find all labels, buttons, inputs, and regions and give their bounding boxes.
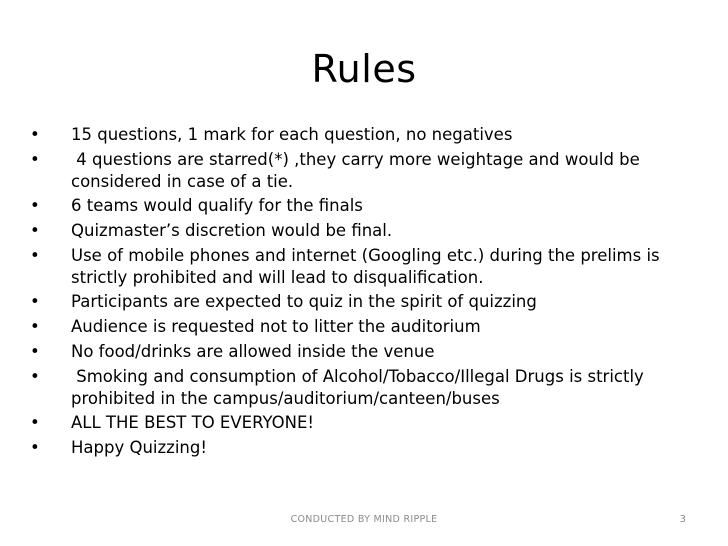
rule-text: Audience is requested not to litter the auditorium — [71, 317, 481, 337]
bullet-icon: • — [30, 221, 40, 241]
bullet-icon: • — [30, 413, 40, 433]
bullet-icon: • — [30, 317, 40, 337]
rule-item — [30, 316, 680, 338]
bullet-icon: • — [30, 196, 40, 216]
rule-text: Quizmaster’s discretion would be final. — [71, 221, 393, 241]
bullet-icon: • — [30, 292, 40, 312]
rule-text: Participants are expected to quiz in the spirit of quizzing — [71, 292, 537, 312]
rule-item — [30, 366, 680, 410]
bullet-icon: • — [30, 341, 40, 361]
slide-title: Rules — [311, 47, 417, 91]
rules-list — [30, 124, 680, 462]
rule-item — [30, 437, 680, 459]
slide-footer: CONDUCTED BY MIND RIPPLE — [290, 514, 438, 525]
bullet-icon: • — [30, 366, 40, 386]
bullet-icon: • — [30, 149, 40, 169]
rule-item — [30, 291, 680, 313]
rule-text: No food/drinks are allowed inside the venue — [71, 341, 435, 361]
rule-item — [30, 245, 680, 289]
rule-text: Use of mobile phones and internet (Googling etc.) during the prelims is strictly prohibited and will lead to disqualification. — [71, 245, 660, 287]
rule-text: 15 questions, 1 mark for each question, no negatives — [71, 125, 513, 144]
rule-text: 4 questions are starred(*) ,they carry more weightage and would be considered in case of a tie. — [71, 149, 646, 191]
rule-text: Happy Quizzing! — [71, 437, 207, 457]
rule-item — [30, 220, 680, 242]
rule-text: Smoking and consumption of Alcohol/Tobacco/Illegal Drugs is strictly prohibited in the campus/auditorium/canteen/buses — [71, 366, 650, 408]
bullet-icon: • — [30, 245, 40, 265]
rule-item — [30, 341, 680, 363]
rule-item — [30, 149, 680, 193]
page-number: 3 — [679, 514, 686, 525]
rule-text: 6 teams would qualify for the finals — [71, 196, 363, 216]
rule-item — [30, 124, 680, 146]
rule-item — [30, 412, 680, 434]
bullet-icon: • — [30, 437, 40, 457]
bullet-icon: • — [30, 125, 40, 144]
rule-item — [30, 195, 680, 217]
rule-text: ALL THE BEST TO EVERYONE! — [71, 413, 315, 433]
